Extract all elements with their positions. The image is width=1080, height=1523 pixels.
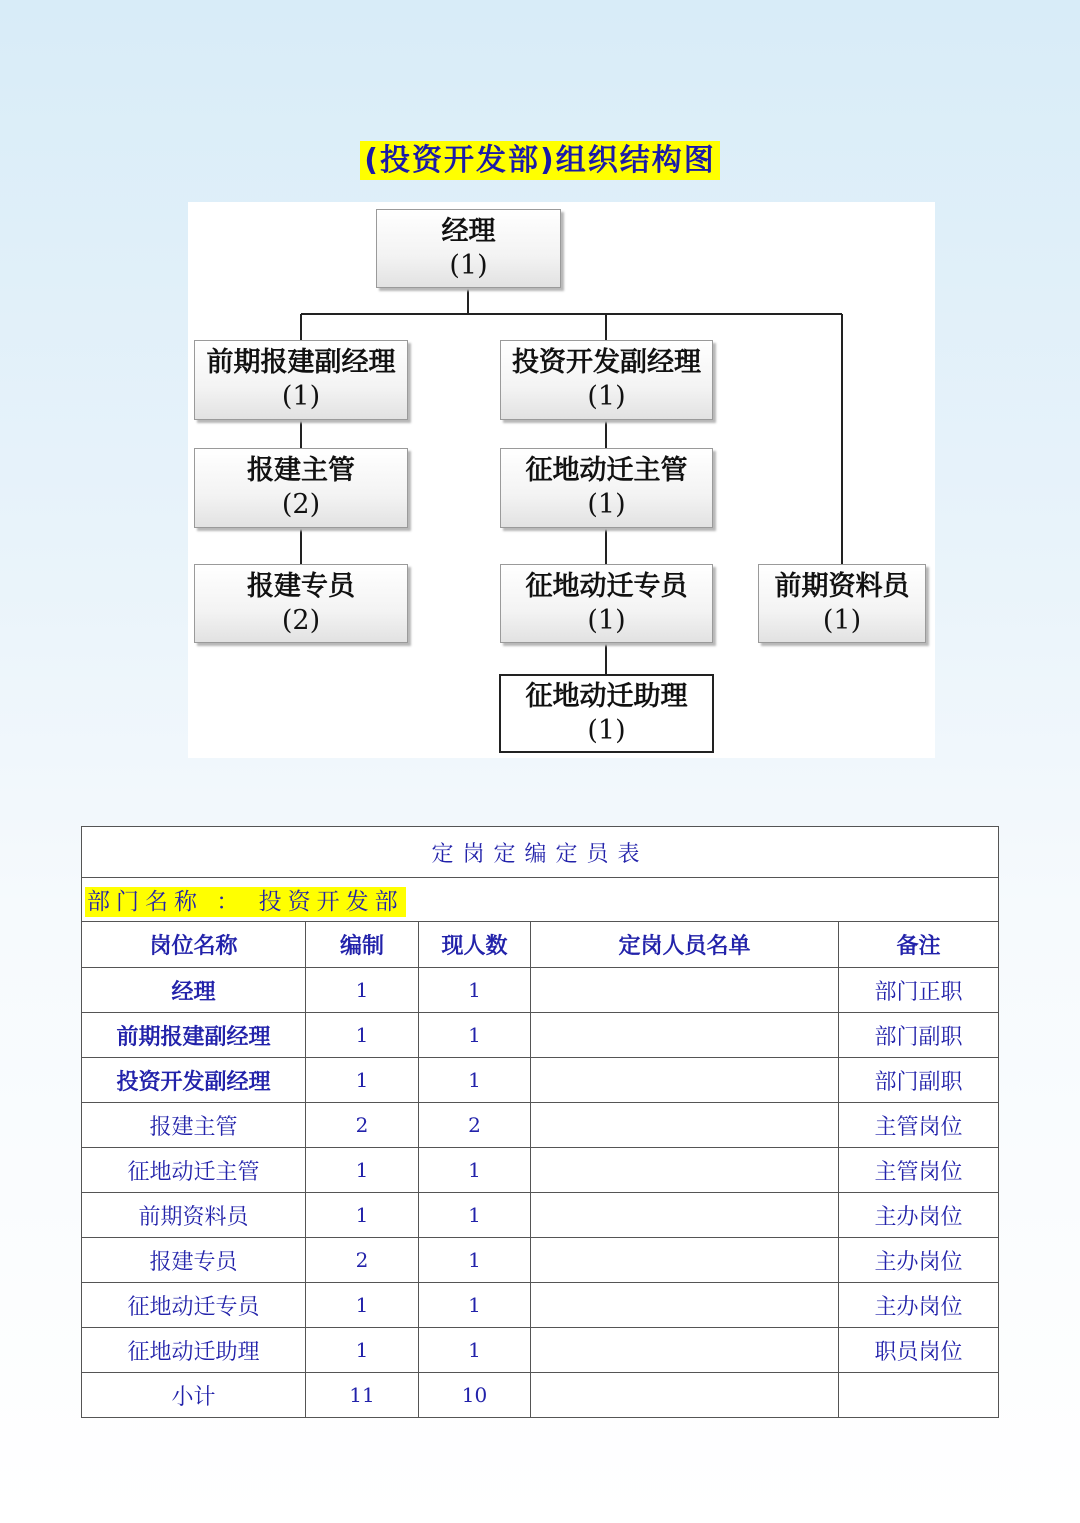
subtotal-label: 小计 bbox=[82, 1373, 306, 1418]
cell-note: 部门正职 bbox=[839, 968, 999, 1013]
cell-note: 主办岗位 bbox=[839, 1238, 999, 1283]
org-node-count: (1) bbox=[587, 714, 626, 746]
org-node-manager bbox=[376, 209, 561, 288]
cell-note: 主办岗位 bbox=[839, 1283, 999, 1328]
org-node-build-specialist bbox=[194, 564, 408, 643]
org-node-deputy-prebuild bbox=[194, 340, 408, 420]
cell-post: 前期资料员 bbox=[82, 1193, 306, 1238]
cell-current: 1 bbox=[419, 1193, 531, 1238]
cell-note: 主管岗位 bbox=[839, 1103, 999, 1148]
cell-note: 职员岗位 bbox=[839, 1328, 999, 1373]
table-dept-row bbox=[82, 878, 999, 922]
cell-names bbox=[531, 1238, 839, 1283]
cell-names bbox=[531, 1328, 839, 1373]
table-caption: 定岗定编定员表 bbox=[82, 827, 999, 878]
table-row bbox=[82, 1238, 999, 1283]
cell-quota: 1 bbox=[306, 1013, 419, 1058]
cell-post: 投资开发副经理 bbox=[82, 1058, 306, 1103]
table-row bbox=[82, 1193, 999, 1238]
cell-names bbox=[531, 968, 839, 1013]
org-node-count: (1) bbox=[587, 381, 626, 412]
cell-current: 1 bbox=[419, 1283, 531, 1328]
cell-quota: 1 bbox=[306, 1283, 419, 1328]
subtotal-note bbox=[839, 1373, 999, 1418]
org-node-count: (1) bbox=[587, 604, 626, 636]
header-note: 备注 bbox=[839, 922, 999, 968]
cell-note: 部门副职 bbox=[839, 1058, 999, 1103]
org-node-name: 前期资料员 bbox=[774, 570, 910, 602]
org-node-build-supervisor bbox=[194, 448, 408, 528]
cell-note: 主管岗位 bbox=[839, 1148, 999, 1193]
table-row bbox=[82, 1013, 999, 1058]
org-node-records-clerk bbox=[758, 564, 926, 643]
cell-quota: 1 bbox=[306, 968, 419, 1013]
header-current: 现人数 bbox=[419, 922, 531, 968]
header-post: 岗位名称 bbox=[82, 922, 306, 968]
org-node-name: 报建专员 bbox=[247, 570, 355, 602]
table-row bbox=[82, 1103, 999, 1148]
cell-current: 1 bbox=[419, 1058, 531, 1103]
table-header-row bbox=[82, 922, 999, 968]
cell-post: 报建主管 bbox=[82, 1103, 306, 1148]
org-node-name: 前期报建副经理 bbox=[206, 347, 396, 378]
org-node-land-assistant bbox=[499, 674, 714, 753]
page-title-text: (投资开发部)组织结构图 bbox=[360, 141, 719, 180]
org-node-count: (2) bbox=[281, 604, 321, 636]
cell-note: 部门副职 bbox=[839, 1013, 999, 1058]
cell-post: 征地动迁助理 bbox=[82, 1328, 306, 1373]
org-node-count: (1) bbox=[587, 489, 626, 520]
org-node-land-specialist bbox=[500, 564, 713, 643]
org-node-name: 经理 bbox=[441, 215, 496, 247]
header-quota: 编制 bbox=[306, 922, 419, 968]
table-subtotal-row bbox=[82, 1373, 999, 1418]
cell-quota: 2 bbox=[306, 1238, 419, 1283]
header-names: 定岗人员名单 bbox=[531, 922, 839, 968]
org-node-count: (1) bbox=[822, 604, 862, 636]
cell-names bbox=[531, 1013, 839, 1058]
cell-quota: 1 bbox=[306, 1193, 419, 1238]
cell-post: 征地动迁主管 bbox=[82, 1148, 306, 1193]
cell-current: 2 bbox=[419, 1103, 531, 1148]
cell-current: 1 bbox=[419, 968, 531, 1013]
dept-label: 部门名称 ： 投资开发部 bbox=[87, 889, 404, 915]
org-node-name: 征地动迁专员 bbox=[525, 570, 688, 602]
cell-names bbox=[531, 1283, 839, 1328]
staffing-table bbox=[81, 826, 999, 1418]
cell-quota: 2 bbox=[306, 1103, 419, 1148]
cell-note: 主办岗位 bbox=[839, 1193, 999, 1238]
subtotal-names bbox=[531, 1373, 839, 1418]
org-node-name: 征地动迁主管 bbox=[525, 455, 688, 486]
table-row bbox=[82, 1058, 999, 1103]
cell-post: 报建专员 bbox=[82, 1238, 306, 1283]
org-node-count: (2) bbox=[281, 489, 321, 520]
table-caption-row bbox=[82, 827, 999, 878]
cell-post: 前期报建副经理 bbox=[82, 1013, 306, 1058]
cell-current: 1 bbox=[419, 1148, 531, 1193]
cell-names bbox=[531, 1103, 839, 1148]
table-row bbox=[82, 968, 999, 1013]
cell-post: 经理 bbox=[82, 968, 306, 1013]
cell-names bbox=[531, 1058, 839, 1103]
cell-current: 1 bbox=[419, 1328, 531, 1373]
org-chart bbox=[188, 202, 935, 758]
org-node-land-supervisor bbox=[500, 448, 713, 528]
page-title bbox=[0, 135, 1080, 179]
table-row bbox=[82, 1283, 999, 1328]
org-node-name: 报建主管 bbox=[247, 455, 355, 486]
org-node-count: (1) bbox=[281, 381, 321, 412]
table-row bbox=[82, 1148, 999, 1193]
org-node-name: 征地动迁助理 bbox=[525, 680, 688, 712]
cell-current: 1 bbox=[419, 1013, 531, 1058]
cell-names bbox=[531, 1148, 839, 1193]
org-node-count: (1) bbox=[449, 249, 488, 281]
subtotal-quota: 11 bbox=[306, 1373, 419, 1418]
cell-quota: 1 bbox=[306, 1058, 419, 1103]
table-row bbox=[82, 1328, 999, 1373]
cell-quota: 1 bbox=[306, 1328, 419, 1373]
cell-post: 征地动迁专员 bbox=[82, 1283, 306, 1328]
cell-quota: 1 bbox=[306, 1148, 419, 1193]
org-node-name: 投资开发副经理 bbox=[512, 347, 701, 378]
org-node-deputy-invest bbox=[500, 340, 713, 420]
cell-names bbox=[531, 1193, 839, 1238]
cell-current: 1 bbox=[419, 1238, 531, 1283]
subtotal-current: 10 bbox=[419, 1373, 531, 1418]
dept-cell bbox=[82, 878, 999, 922]
